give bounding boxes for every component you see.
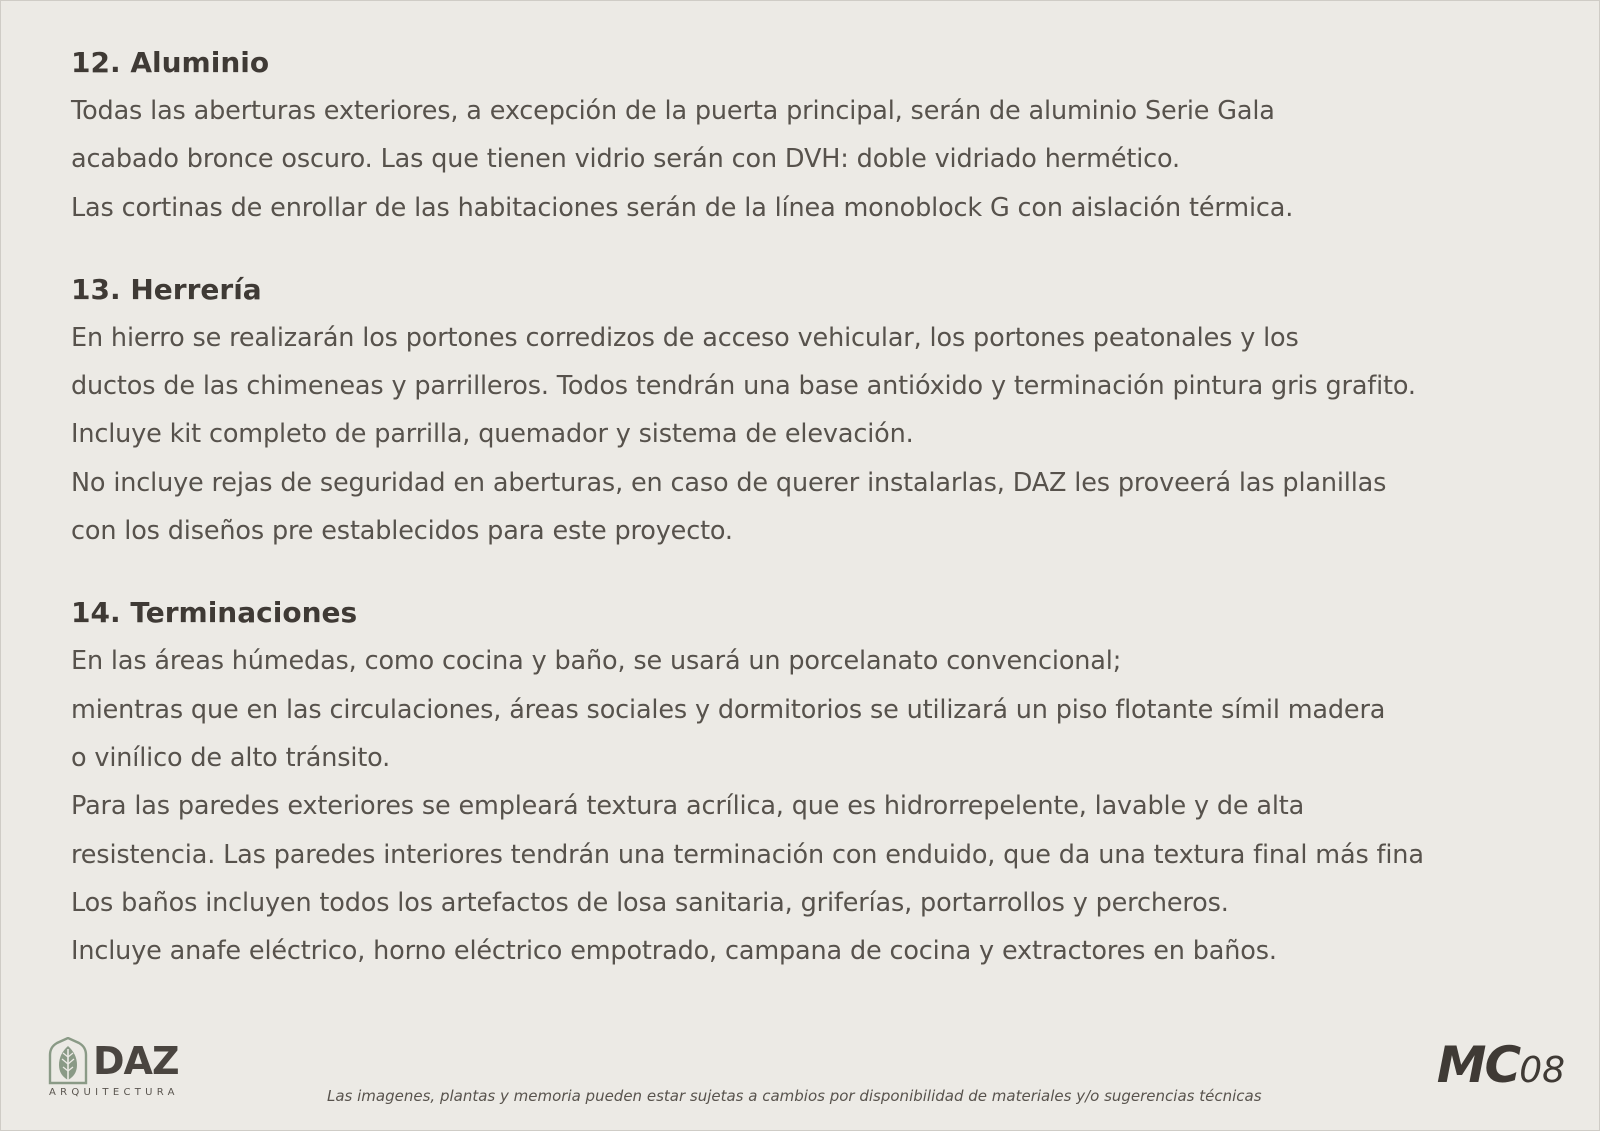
page-code-prefix: MC: [1436, 1036, 1520, 1094]
section: [71, 589, 1600, 975]
paragraph-line: No incluye rejas de seguridad en aberturas, en caso de querer instalarlas, DAZ les proveerá las planillas: [71, 467, 1387, 498]
logo-subtitle: ARQUITECTURA: [49, 1087, 179, 1098]
paragraph-line: Incluye kit completo de parrilla, quemador y sistema de elevación.: [71, 419, 914, 450]
paragraph-line: En las áreas húmedas, como cocina y baño, se usará un porcelanato convencional;: [71, 646, 1122, 677]
page-code-number: 08: [1519, 1050, 1565, 1091]
paragraph-line: Todas las aberturas exteriores, a excepción de la puerta principal, serán de aluminio Serie Gala: [71, 96, 1275, 126]
daz-logo: [47, 1037, 187, 1097]
section-heading: 13. Herrería: [71, 272, 262, 306]
paragraph-line: ductos de las chimeneas y parrilleros. Todos tendrán una base antióxido y terminación pintura gris grafito.: [71, 371, 1416, 402]
section-heading: 14. Terminaciones: [71, 596, 358, 630]
paragraph-line: acabado bronce oscuro. Las que tienen vidrio serán con DVH: doble vidriado hermético.: [71, 144, 1180, 175]
disclaimer-text: Las imagenes, plantas y memoria pueden estar sujetas a cambios por disponibilidad de materiales y/o sugerencias técnicas: [327, 1087, 1262, 1105]
section: [71, 39, 1600, 232]
page-code: [1437, 1037, 1565, 1105]
paragraph-line: Incluye anafe eléctrico, horno eléctrico empotrado, campana de cocina y extractores en baños.: [71, 936, 1277, 967]
leaf-house-icon: [47, 1037, 89, 1085]
document-body: [71, 39, 1600, 975]
paragraph-line: En hierro se realizarán los portones corredizos de acceso vehicular, los portones peatonales y los: [71, 322, 1299, 353]
paragraph-line: Las cortinas de enrollar de las habitaciones serán de la línea monoblock G con aislación térmica.: [71, 192, 1294, 223]
paragraph-line: con los diseños pre establecidos para este proyecto.: [71, 516, 733, 547]
paragraph-line: Para las paredes exteriores se empleará textura acrílica, que es hidrorrepelente, lavable y de alta: [71, 791, 1305, 822]
paragraph-line: o vinílico de alto tránsito.: [71, 742, 391, 773]
paragraph-line: mientras que en las circulaciones, áreas sociales y dormitorios se utilizará un piso flotante símil madera: [71, 694, 1386, 725]
section: [71, 266, 1600, 555]
section-heading: 12. Aluminio: [71, 46, 270, 79]
paragraph-line: Los baños incluyen todos los artefactos de losa sanitaria, griferías, portarrollos y percheros.: [71, 887, 1229, 918]
logo-wordmark: DAZ: [93, 1039, 179, 1083]
paragraph-line: resistencia. Las paredes interiores tendrán una terminación con enduido, que da una textura final más fina: [71, 839, 1424, 870]
